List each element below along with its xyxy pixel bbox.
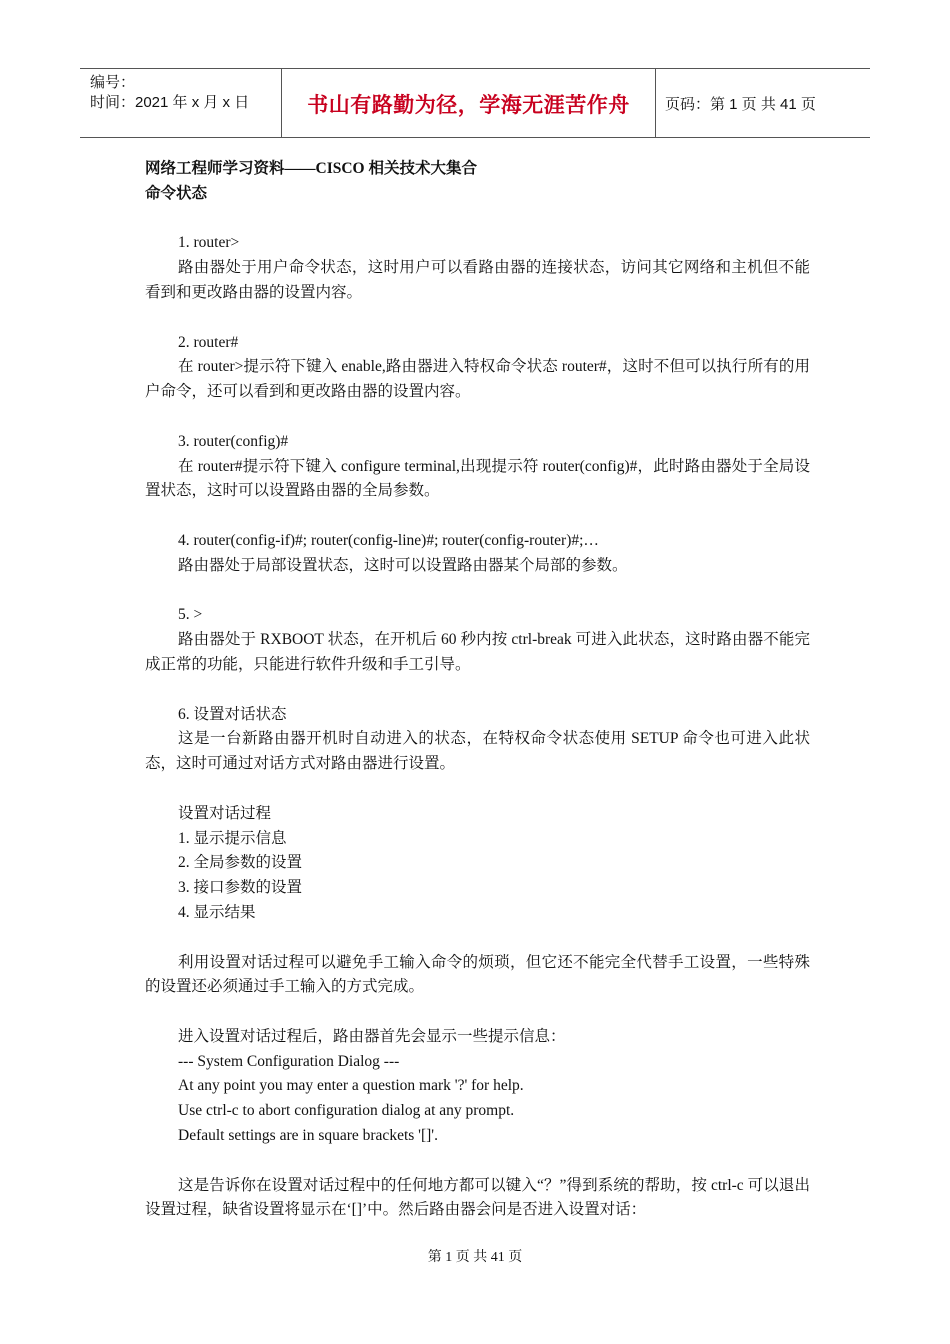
document-header — [80, 68, 870, 138]
header-motto-cell — [281, 69, 656, 137]
header-meta-cell — [80, 69, 281, 137]
time-label: 时间：2021 年 x 月 x 日 — [90, 94, 250, 111]
state-6-description: 这是一台新路由器开机时自动进入的状态，在特权命令状态使用 SETUP 命令也可进入此状态，这时可通过对话方式对路由器进行设置。 — [145, 730, 810, 773]
state-2-heading: 2. router# — [178, 333, 239, 351]
state-5-heading: 5. > — [178, 606, 203, 624]
number-label: 编号： — [90, 74, 136, 91]
page-footer: 第 1 页 共 41 页 — [427, 1250, 523, 1265]
state-5-description: 路由器处于 RXBOOT 状态，在开机后 60 秒内按 ctrl-break 可进入此状态，这时路由器不能完成正常的功能，只能进行软件升级和手工引导。 — [145, 631, 810, 673]
dialog-line: At any point you may enter a question mark '?' for help. — [178, 1077, 524, 1095]
dialog-line: Use ctrl-c to abort configuration dialog at any prompt. — [178, 1102, 515, 1120]
document-title: 网络工程师学习资料——CISCO 相关技术大集合 — [145, 160, 477, 177]
state-1-heading: 1. router> — [178, 234, 240, 252]
process-step: 3. 接口参数的设置 — [178, 879, 303, 897]
intro-line: 进入设置对话过程后，路由器首先会显示一些提示信息： — [178, 1027, 566, 1045]
header-page-info: 页码：第 1 页 共 41 页 — [665, 96, 816, 113]
state-2-description: 在 router>提示符下键入 enable,路由器进入特权命令状态 router#，这时不但可以执行所有的用户命令，还可以看到和更改路由器的设置内容。 — [145, 358, 810, 401]
process-heading: 设置对话过程 — [178, 804, 272, 822]
state-3-description: 在 router#提示符下键入 configure terminal,出现提示符 router(config)#，此时路由器处于全局设置状态，这时可以设置路由器的全局参数。 — [145, 457, 810, 500]
dialog-line: Default settings are in square brackets '[]'. — [178, 1127, 438, 1145]
state-4-heading: 4. router(config-if)#; router(config-line)#; router(config-router)#;… — [178, 531, 599, 549]
setup-paragraph: 利用设置对话过程可以避免手工输入命令的烦琐，但它还不能完全代替手工设置，一些特殊的设置还必须通过手工输入的方式完成。 — [145, 953, 810, 996]
state-1-description: 路由器处于用户命令状态，这时用户可以看路由器的连接状态，访问其它网络和主机但不能看到和更改路由器的设置内容。 — [145, 259, 810, 301]
dialog-line: --- System Configuration Dialog --- — [178, 1052, 400, 1070]
header-motto: 书山有路勤为径，学海无涯苦作舟 — [307, 93, 630, 117]
process-step: 1. 显示提示信息 — [178, 829, 287, 847]
state-6-heading: 6. 设置对话状态 — [178, 705, 287, 723]
final-paragraph: 这是告诉你在设置对话过程中的任何地方都可以键入“？”得到系统的帮助，按 ctrl-c 可以退出设置过程，缺省设置将显示在‘[]’中。然后路由器会问是否进入设置对话： — [145, 1176, 810, 1219]
header-page-cell — [655, 69, 870, 137]
process-step: 2. 全局参数的设置 — [178, 854, 303, 872]
state-3-heading: 3. router(config)# — [178, 432, 289, 450]
section-title: 命令状态 — [145, 184, 208, 202]
state-4-description: 路由器处于局部设置状态，这时可以设置路由器某个局部的参数。 — [178, 556, 628, 574]
process-step: 4. 显示结果 — [178, 903, 256, 921]
document-body — [145, 157, 810, 1223]
